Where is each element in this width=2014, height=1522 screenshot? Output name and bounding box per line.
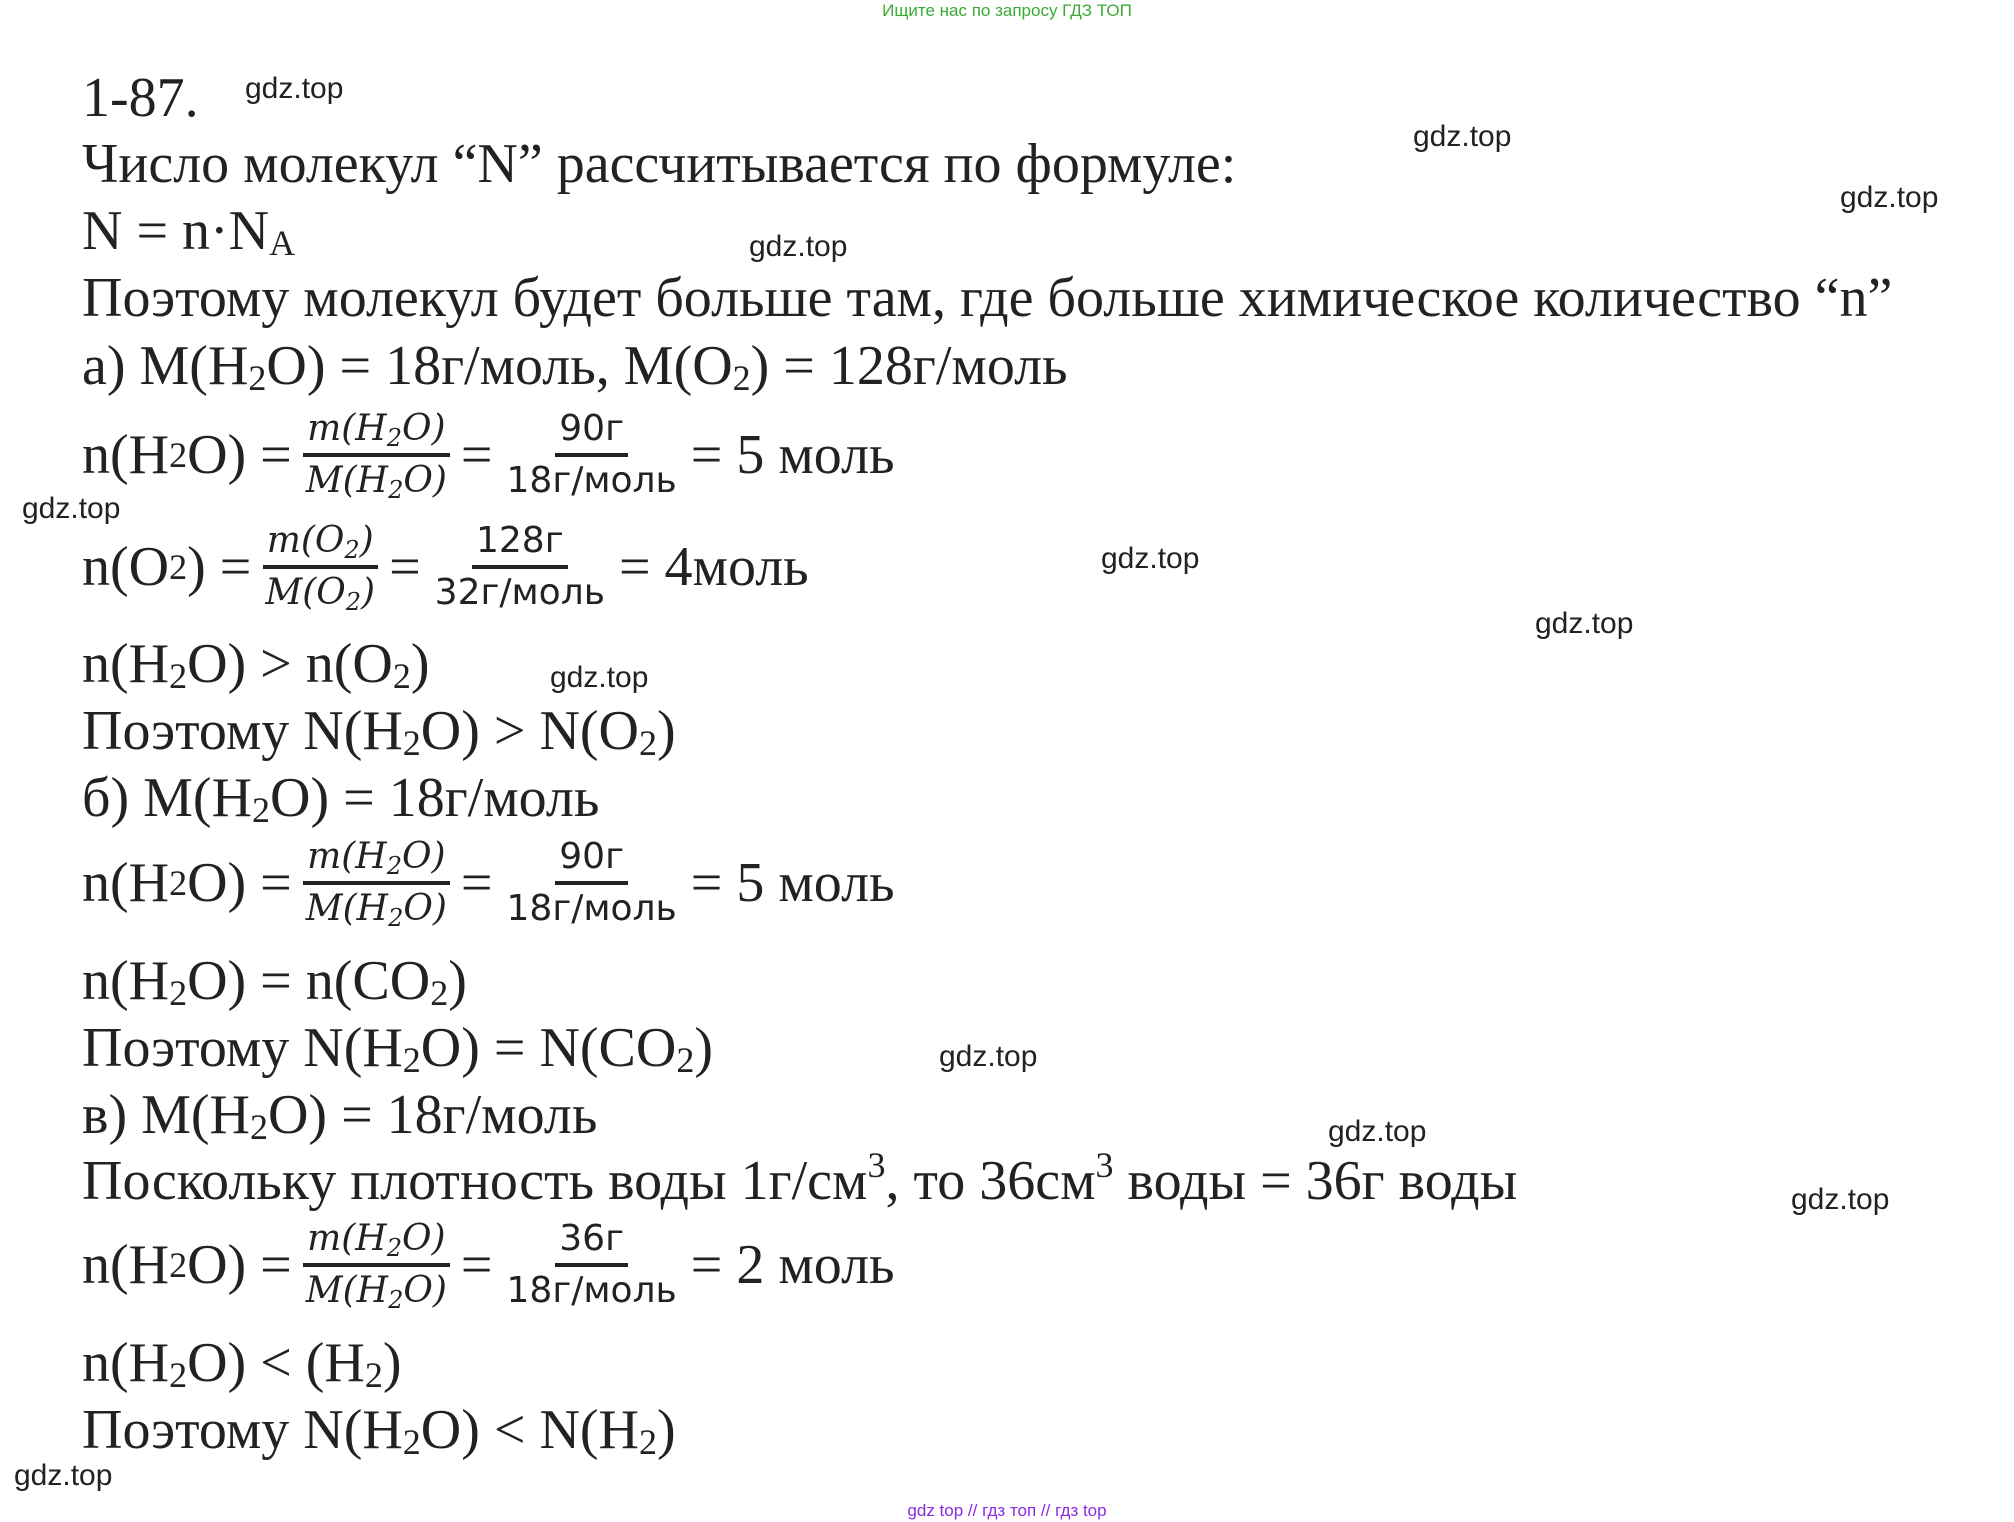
part-c-compare: $n(H_2O) < (H_2)$	[82, 1332, 402, 1395]
fraction-mass-over-molar: $\frac{m(O_2)}{M(O_2)}$	[261, 517, 379, 617]
fraction-values: $\frac{90г}{\text{18г/моль}}$	[503, 833, 681, 933]
watermark: gdz.top	[1840, 181, 1939, 214]
fraction-mass-over-molar: $\frac{m(H_2O)}{M(H_2O)}$	[302, 1215, 451, 1315]
part-c-conclusion: Поэтому $N(H_2O) < N(H_2)$	[82, 1399, 676, 1462]
watermark: gdz.top	[22, 492, 121, 525]
part-a-equation-water: n(H 2 O) = $\frac{m(H_2O)}{M(H_2O)}$ = $\frac{90г}{\text{18г/моль}}$ = 5 моль	[82, 395, 895, 515]
part-c-equation-water: n(H 2 O) = $\frac{m(H_2O)}{M(H_2O)}$ = $\frac{36г}{\text{18г/моль}}$ = 2 моль	[82, 1205, 895, 1325]
fraction-mass-over-molar: $\frac{m(H_2O)}{M(H_2O)}$	[302, 833, 451, 933]
reason-line: Поэтому молекул будет больше там, где больше химическое количество “n”	[82, 267, 1893, 329]
part-b-molar-line: б) $M(H_2O)$ = 18г/моль	[82, 767, 600, 830]
bottom-banner[interactable]: gdz top // гдз топ // гдз top	[907, 1501, 1107, 1520]
watermark: gdz.top	[245, 72, 344, 105]
part-c-density-line: Поскольку плотность воды $1г/см^3$, то $36см^3$ воды = 36г воды	[82, 1145, 1518, 1212]
fraction-values: $\frac{90г}{\text{18г/моль}}$	[503, 405, 681, 505]
fraction-values: $\frac{36г}{\text{18г/моль}}$	[503, 1215, 681, 1315]
part-a-compare: $n(H_2O) > n(O_2)$	[82, 633, 430, 696]
part-b-compare: $n(H_2O) = n(CO_2)$	[82, 950, 467, 1013]
watermark: gdz.top	[1328, 1115, 1427, 1148]
part-b-equation-water: n(H 2 O) = $\frac{m(H_2O)}{M(H_2O)}$ = $\frac{90г}{\text{18г/моль}}$ = 5 моль	[82, 823, 895, 943]
fraction-values: $\frac{128г}{\text{32г/моль}}$	[431, 517, 609, 617]
watermark: gdz.top	[550, 661, 649, 694]
part-a-molar-line: а) $M(H_2O)$ = 18г/моль, $M(O_2)$ = 128г/моль	[82, 335, 1068, 398]
watermark: gdz.top	[1791, 1183, 1890, 1216]
formula-line: $N = n\cdot N_A$	[82, 200, 296, 263]
watermark: gdz.top	[939, 1040, 1038, 1073]
top-banner[interactable]: Ищите нас по запросу ГДЗ ТОП	[882, 1, 1132, 20]
watermark: gdz.top	[749, 230, 848, 263]
watermark: gdz.top	[1101, 542, 1200, 575]
watermark: gdz.top	[1413, 120, 1512, 153]
fraction-mass-over-molar: $\frac{m(H_2O)}{M(H_2O)}$	[302, 405, 451, 505]
intro-line: Число молекул “N” рассчитывается по формуле:	[82, 133, 1237, 195]
part-a-equation-oxygen: n(O 2 ) = $\frac{m(O_2)}{M(O_2)}$ = $\frac{128г}{\text{32г/моль}}$ = 4моль	[82, 507, 809, 627]
part-a-conclusion: Поэтому $N(H_2O) > N(O_2)$	[82, 700, 676, 763]
watermark: gdz.top	[1535, 607, 1634, 640]
task-number: 1-87.	[82, 67, 199, 129]
watermark: gdz.top	[14, 1459, 113, 1492]
part-b-conclusion: Поэтому $N(H_2O) = N(CO_2)$	[82, 1017, 714, 1080]
part-c-molar-line: в) $M(H_2O)$ = 18г/моль	[82, 1084, 598, 1147]
